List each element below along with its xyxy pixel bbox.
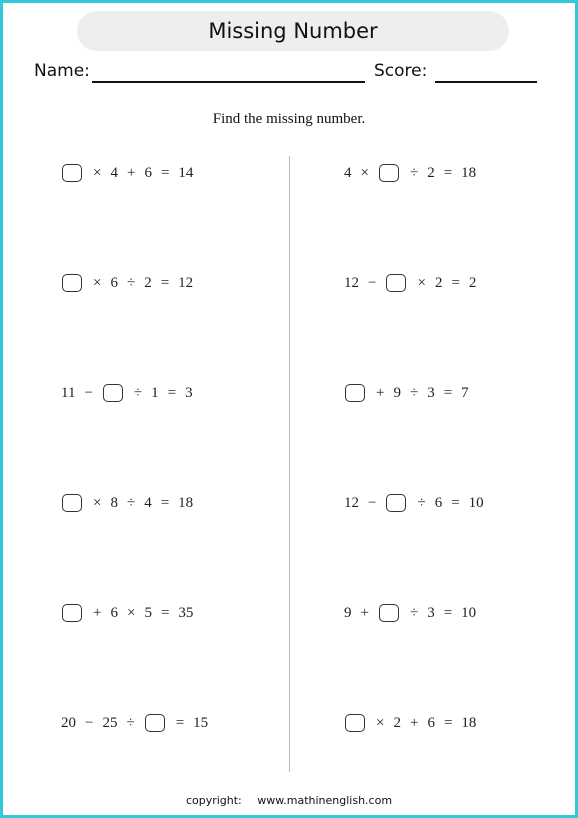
answer-box[interactable] — [145, 714, 165, 732]
equals-text: = — [451, 494, 460, 511]
operator-text: × — [376, 714, 385, 731]
operand-text: 12 — [344, 274, 359, 291]
answer-box[interactable] — [62, 494, 82, 512]
operand-text: 6 — [434, 494, 443, 511]
operand-text: 6 — [427, 714, 435, 731]
problem-left-2 — [61, 271, 202, 295]
problem-left-3 — [61, 381, 202, 405]
operator-text: − — [368, 274, 377, 291]
answer-box[interactable] — [345, 384, 365, 402]
answer-box[interactable] — [62, 274, 82, 292]
result-text: 15 — [193, 714, 209, 731]
answer-box[interactable] — [103, 384, 123, 402]
result-text: 18 — [461, 164, 477, 181]
operator-text: ÷ — [133, 384, 143, 401]
equals-text: = — [167, 384, 177, 401]
operator-text: − — [368, 494, 377, 511]
equals-text: = — [443, 714, 453, 731]
operand-text: 6 — [110, 604, 118, 621]
answer-box[interactable] — [62, 164, 82, 182]
problem-left-4 — [61, 491, 202, 515]
operator-text: ÷ — [409, 604, 419, 621]
name-field[interactable] — [92, 81, 365, 83]
operator-text: × — [93, 164, 102, 181]
operand-text: 25 — [102, 714, 118, 731]
operator-text: × — [126, 604, 136, 621]
problem-right-3 — [344, 381, 478, 405]
name-label: Name: — [34, 61, 90, 81]
result-text: 35 — [178, 604, 194, 621]
answer-box[interactable] — [345, 714, 365, 732]
operator-text: ÷ — [409, 384, 419, 401]
operator-text: ÷ — [126, 714, 135, 731]
answer-box[interactable] — [379, 604, 399, 622]
operand-text: 2 — [434, 274, 443, 291]
equals-text: = — [160, 494, 170, 511]
result-text: 12 — [178, 274, 194, 291]
answer-box[interactable] — [379, 164, 399, 182]
operand-text: 5 — [144, 604, 152, 621]
operand-text: 4 — [110, 164, 118, 181]
operator-text: − — [84, 384, 93, 401]
equals-text: = — [160, 164, 170, 181]
problem-right-5 — [344, 601, 485, 625]
result-text: 2 — [468, 274, 477, 291]
operand-text: 4 — [144, 494, 152, 511]
operator-text: + — [409, 714, 419, 731]
operator-text: ÷ — [417, 494, 426, 511]
page-title: Missing Number — [77, 11, 509, 51]
equals-text: = — [451, 274, 460, 291]
operand-text: 8 — [110, 494, 118, 511]
operator-text: + — [93, 604, 102, 621]
problem-left-1 — [61, 161, 202, 185]
answer-box[interactable] — [386, 494, 406, 512]
operand-text: 3 — [427, 384, 435, 401]
operand-text: 2 — [393, 714, 401, 731]
operand-text: 6 — [144, 164, 152, 181]
operand-text: 1 — [151, 384, 159, 401]
footer — [3, 794, 575, 807]
operand-text: 4 — [344, 164, 352, 181]
answer-box[interactable] — [386, 274, 406, 292]
equals-text: = — [160, 604, 170, 621]
operator-text: × — [360, 164, 369, 181]
name-score-row — [3, 59, 575, 89]
answer-box[interactable] — [62, 604, 82, 622]
equals-text: = — [175, 714, 185, 731]
result-text: 3 — [185, 384, 193, 401]
operand-text: 12 — [344, 494, 359, 511]
operator-text: × — [417, 274, 426, 291]
operand-text: 3 — [427, 604, 435, 621]
operator-text: − — [85, 714, 94, 731]
problem-right-6 — [344, 711, 485, 735]
instructions: Find the missing number. — [212, 111, 366, 127]
operator-text: × — [93, 274, 102, 291]
problem-right-4 — [344, 491, 493, 515]
problem-right-2 — [344, 271, 485, 295]
result-text: 10 — [468, 494, 484, 511]
operator-text: + — [360, 604, 369, 621]
equals-text: = — [443, 164, 453, 181]
site-link[interactable]: www.mathinenglish.com — [257, 794, 393, 807]
problem-right-1 — [344, 161, 485, 185]
equals-text: = — [160, 274, 170, 291]
score-label: Score: — [374, 61, 428, 81]
operand-text: 2 — [144, 274, 152, 291]
operator-text: ÷ — [409, 164, 419, 181]
result-text: 10 — [461, 604, 477, 621]
problem-left-5 — [61, 601, 202, 625]
copyright-label: copyright: — [185, 794, 242, 807]
result-text: 14 — [178, 164, 194, 181]
score-field[interactable] — [435, 81, 537, 83]
column-divider — [289, 156, 290, 772]
operator-text: ÷ — [126, 274, 136, 291]
operand-text: 9 — [393, 384, 401, 401]
result-text: 18 — [178, 494, 194, 511]
operand-text: 6 — [110, 274, 118, 291]
equals-text: = — [443, 384, 453, 401]
operator-text: + — [126, 164, 136, 181]
problem-left-6 — [61, 711, 217, 735]
operand-text: 2 — [427, 164, 435, 181]
operand-text: 11 — [61, 384, 76, 401]
operator-text: × — [93, 494, 102, 511]
operand-text: 20 — [61, 714, 76, 731]
equals-text: = — [443, 604, 453, 621]
operator-text: ÷ — [126, 494, 136, 511]
operand-text: 9 — [344, 604, 352, 621]
result-text: 18 — [461, 714, 477, 731]
result-text: 7 — [461, 384, 469, 401]
operator-text: + — [376, 384, 385, 401]
